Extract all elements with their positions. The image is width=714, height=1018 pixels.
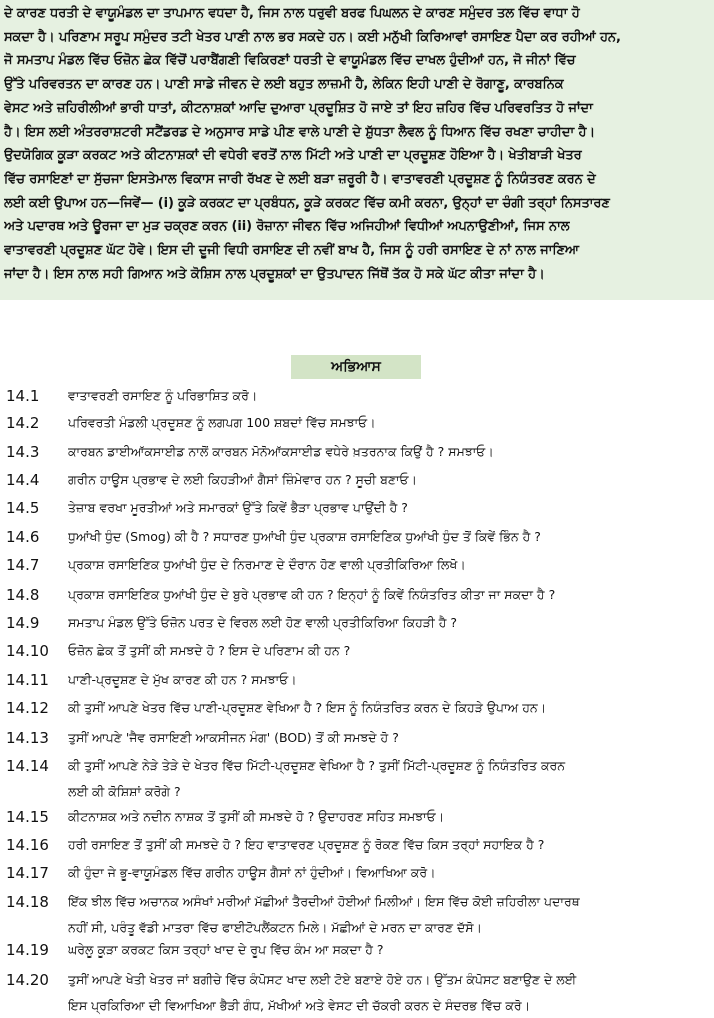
- exercise-text: ਧੁਆਂਖੀ ਧੁੰਦ (Smog) ਕੀ ਹੈ ? ਸਧਾਰਣ ਧੁਆਂਖੀ ਧੁੰਦ ਪ੍ਰਕਾਸ਼ ਰਸਾਇਣਿਕ ਧੁਆਂਖੀ ਧੁੰਦ ਤੋਂ ਕਿਵੇਂ ਭਿੰਨ ਹੈ ?: [68, 529, 541, 544]
- exercises-heading: ਅਭਿਆਸ: [291, 355, 421, 379]
- exercise-text: ਕਾਰਬਨ ਡਾਈਆੱਕਸਾਈਡ ਨਾਲੋਂ ਕਾਰਬਨ ਮੋਨੋਆੱਕਸਾਈਡ ਵਧੇਰੇ ਖ਼ਤਰਨਾਕ ਕਿਉਂ ਹੈ ? ਸਮਝਾਓ।: [68, 444, 494, 459]
- intro-line: ਦੇ ਕਾਰਣ ਧਰਤੀ ਦੇ ਵਾਯੂਮੰਡਲ ਦਾ ਤਾਪਮਾਨ ਵਧਦਾ ਹੈ, ਜਿਸ ਨਾਲ ਧਰੁਵੀ ਬਰਫ ਪਿਘਲਨ ਦੇ ਕਾਰਣ ਸਮੁੰਦਰ ਤਲ ਵਿੱਚ ਵਾਧਾ ਹੋ: [4, 6, 580, 21]
- exercise-text: ਤੁਸੀਂ ਆਪਣੇ ਖੇਤੀ ਖੇਤਰ ਜਾਂ ਬਗੀਚੇ ਵਿੱਚ ਕੰਪੋਸਟ ਖਾਦ ਲਈ ਟੋਏ ਬਣਾਏ ਹੋਏ ਹਨ। ਉੱਤਮ ਕੰਪੋਸਟ ਬਣਾਉਣ ਦੇ ਲਈ: [68, 972, 577, 987]
- intro-line: ਜਾਂਦਾ ਹੈ। ਇਸ ਨਾਲ ਸਹੀ ਗਿਆਨ ਅਤੇ ਕੋਸ਼ਿਸ ਨਾਲ ਪ੍ਰਦੂਸ਼ਕਾਂ ਦਾ ਉਤਪਾਦਨ ਜਿੱਥੋਂ ਤੱਕ ਹੋ ਸਕੇ ਘੱਟ ਕੀਤਾ ਜਾਂਦਾ ਹੈ।: [4, 266, 545, 282]
- exercise-number: 14.1: [6, 387, 40, 405]
- intro-line: ਜੋ ਸਮਤਾਪ ਮੰਡਲ ਵਿੱਚ ਓਜ਼ੋਨ ਛੇਕ ਵਿੱਚੋਂ ਪਰਾਬੈਂਗਣੀ ਵਿਕਿਰਣਾਂ ਧਰਤੀ ਦੇ ਵਾਯੂਮੰਡਲ ਵਿੱਚ ਦਾਖਲ ਹੁੰਦੀਆਂ ਹਨ, ਜੋ ਜੀਨਾਂ ਵਿੱਚ: [4, 53, 576, 69]
- exercise-number: 14.19: [6, 941, 49, 959]
- intro-line: ਸਕਦਾ ਹੈ। ਪਰਿਣਾਮ ਸਰੂਪ ਸਮੁੰਦਰ ਤਟੀ ਖੇਤਰ ਪਾਣੀ ਨਾਲ ਭਰ ਸਕਦੇ ਹਨ। ਕਈ ਮਨੁੱਖੀ ਕਿਰਿਆਵਾਂ ਰਸਾਇਣ ਪੈਦਾ ਕਰ ਰਹੀਆਂ ਹਨ,: [4, 29, 621, 45]
- exercise-number: 14.17: [6, 864, 49, 882]
- exercise-number: 14.16: [6, 836, 49, 854]
- exercise-number: 14.18: [6, 893, 49, 911]
- exercise-number: 14.6: [6, 528, 40, 546]
- exercise-number: 14.9: [6, 614, 40, 632]
- exercise-text: ਵਾਤਾਵਰਣੀ ਰਸਾਇਣ ਨੂੰ ਪਰਿਭਾਸ਼ਿਤ ਕਰੋ।: [68, 388, 258, 403]
- exercise-text: ਲਈ ਕੀ ਕੋਸ਼ਿਸ਼ਾਂ ਕਰੋਗੇ ?: [68, 784, 181, 799]
- intro-line: ਵਾਤਾਵਰਣੀ ਪ੍ਰਦੂਸ਼ਣ ਘੱਟ ਹੋਵੇ। ਇਸ ਦੀ ਦੂਜੀ ਵਿਧੀ ਰਸਾਇਣ ਦੀ ਨਵੀਂ ਬਾਖ ਹੈ, ਜਿਸ ਨੂੰ ਹਰੀ ਰਸਾਇਣ ਦੇ ਨਾਂ ਨਾਲ ਜਾਣਿਆ: [4, 243, 579, 259]
- intro-line: ਵਿੱਚ ਰਸਾਇਣਾਂ ਦਾ ਸੁੱਚਜਾ ਇਸਤੇਮਾਲ ਵਿਕਾਸ ਜਾਰੀ ਰੱਖਣ ਦੇ ਲਈ ਬੜਾ ਜ਼ਰੂਰੀ ਹੈ। ਵਾਤਾਵਰਣੀ ਪ੍ਰਦੂਸ਼ਣ ਨੂੰ ਨਿਯੰਤਰਣ ਕਰਨ ਦੇ: [4, 171, 596, 187]
- exercise-text: ਓਜ਼ੋਨ ਛੇਕ ਤੋਂ ਤੁਸੀਂ ਕੀ ਸਮਝਦੇ ਹੋ ? ਇਸ ਦੇ ਪਰਿਣਾਮ ਕੀ ਹਨ ?: [68, 643, 351, 658]
- exercise-text: ਸਮਤਾਪ ਮੰਡਲ ਉੱਤੇ ਓਜ਼ੋਨ ਪਰਤ ਦੇ ਵਿਰਲ ਲਈ ਹੋਣ ਵਾਲੀ ਪ੍ਰਤੀਕਿਰਿਆ ਕਿਹੜੀ ਹੈ ?: [68, 615, 457, 630]
- exercise-text: ਨਹੀਂ ਸੀ, ਪਰੰਤੂ ਵੱਡੀ ਮਾਤਰਾ ਵਿੱਚ ਫਾਈਟੋਪਲੈਂਕਟਨ ਮਿਲੇ। ਮੱਛੀਆਂ ਦੇ ਮਰਨ ਦਾ ਕਾਰਣ ਦੱਸੋ।: [68, 920, 482, 935]
- exercise-number: 14.5: [6, 499, 40, 517]
- exercise-text: ਪਰਿਵਰਤੀ ਮੰਡਲੀ ਪ੍ਰਦੂਸ਼ਣ ਨੂੰ ਲਗਪਗ 100 ਸ਼ਬਦਾਂ ਵਿੱਚ ਸਮਝਾਓ।: [68, 415, 376, 430]
- exercise-number: 14.3: [6, 443, 40, 461]
- exercise-number: 14.15: [6, 808, 49, 826]
- exercise-number: 14.14: [6, 757, 49, 775]
- exercise-text: ਕੀਟਨਾਸ਼ਕ ਅਤੇ ਨਦੀਨ ਨਾਸ਼ਕ ਤੋਂ ਤੁਸੀਂ ਕੀ ਸਮਝਦੇ ਹੋ ? ਉਦਾਹਰਣ ਸਹਿਤ ਸਮਝਾਓ।: [68, 809, 445, 824]
- intro-line: ਅਤੇ ਪਦਾਰਥ ਅਤੇ ਊਰਜਾ ਦਾ ਮੁੜ ਚਕ੍ਰਣ ਕਰਨ (ii) ਰੋਜ਼ਾਨਾ ਜੀਵਨ ਵਿੱਚ ਅਜਿਹੀਆਂ ਵਿਧੀਆਂ ਅਪਨਾਉਣੀਆਂ, ਜਿਸ ਨਾਲ: [4, 219, 570, 235]
- exercise-text: ਪ੍ਰਕਾਸ਼ ਰਸਾਇਣਿਕ ਧੁਆਂਖੀ ਧੁੰਦ ਦੇ ਨਿਰਮਾਣ ਦੇ ਦੌਰਾਨ ਹੋਣ ਵਾਲੀ ਪ੍ਰਤੀਕਿਰਿਆ ਲਿਖੋ।: [68, 557, 466, 572]
- intro-line: ਉੱਤੇ ਪਰਿਵਰਤਨ ਦਾ ਕਾਰਣ ਹਨ। ਪਾਣੀ ਸਾਡੇ ਜੀਵਨ ਦੇ ਲਈ ਬਹੁਤ ਲਾਜ਼ਮੀ ਹੈ, ਲੇਕਿਨ ਇਹੀ ਪਾਣੀ ਦੇ ਰੋਗਾਣੂ, ਕਾਰਬਨਿਕ: [4, 77, 564, 93]
- exercise-text: ਕੀ ਹੁੰਦਾ ਜੇ ਭੂ-ਵਾਯੂਮੰਡਲ ਵਿੱਚ ਗਰੀਨ ਹਾਊਸ ਗੈਸਾਂ ਨਾਂ ਹੁੰਦੀਆਂ। ਵਿਆਖਿਆ ਕਰੋ।: [68, 865, 436, 880]
- exercise-number: 14.13: [6, 729, 49, 747]
- exercise-number: 14.4: [6, 471, 40, 489]
- exercise-number: 14.7: [6, 556, 40, 574]
- exercise-text: ਤੁਸੀਂ ਆਪਣੇ 'ਜੈਵ ਰਸਾਇਣੀ ਆਕਸੀਜਨ ਮੰਗ' (BOD) ਤੋਂ ਕੀ ਸਮਝਦੇ ਹੋ ?: [68, 730, 399, 745]
- intro-line: ਉਦਯੋਗਿਕ ਕੂੜਾ ਕਰਕਟ ਅਤੇ ਕੀਟਨਾਸ਼ਕਾਂ ਦੀ ਵਧੇਰੀ ਵਰਤੋਂ ਨਾਲ ਮਿੱਟੀ ਅਤੇ ਪਾਣੀ ਦਾ ਪ੍ਰਦੂਸ਼ਣ ਹੋਇਆ ਹੈ। ਖੇਤੀਬਾੜੀ ਖੇਤਰ: [4, 148, 582, 164]
- exercise-number: 14.2: [6, 414, 40, 432]
- exercise-text: ਪਾਣੀ-ਪ੍ਰਦੂਸ਼ਣ ਦੇ ਮੁੱਖ ਕਾਰਣ ਕੀ ਹਨ ? ਸਮਝਾਓ।: [68, 672, 297, 687]
- exercise-text: ਪ੍ਰਕਾਸ਼ ਰਸਾਇਣਿਕ ਧੁਆਂਖੀ ਧੁੰਦ ਦੇ ਬੁਰੇ ਪ੍ਰਭਾਵ ਕੀ ਹਨ ? ਇਨ੍ਹਾਂ ਨੂੰ ਕਿਵੇਂ ਨਿਯੰਤਰਿਤ ਕੀਤਾ ਜਾ ਸਕਦਾ ਹੈ ?: [68, 587, 556, 602]
- exercise-number: 14.10: [6, 642, 49, 660]
- exercise-text: ਘਰੇਲੂ ਕੂੜਾ ਕਰਕਟ ਕਿਸ ਤਰ੍ਹਾਂ ਖਾਦ ਦੇ ਰੂਪ ਵਿੱਚ ਕੰਮ ਆ ਸਕਦਾ ਹੈ ?: [68, 942, 384, 957]
- exercise-number: 14.8: [6, 586, 40, 604]
- exercise-number: 14.20: [6, 971, 49, 989]
- exercise-text: ਗਰੀਨ ਹਾਊਸ ਪ੍ਰਭਾਵ ਦੇ ਲਈ ਕਿਹੜੀਆਂ ਗੈਸਾਂ ਜ਼ਿੰਮੇਵਾਰ ਹਨ ? ਸੂਚੀ ਬਣਾਓ।: [68, 472, 417, 487]
- exercise-text: ਇਸ ਪ੍ਰਕਿਰਿਆ ਦੀ ਵਿਆਖਿਆ ਭੈੜੀ ਗੰਧ, ਮੱਖੀਆਂ ਅਤੇ ਵੇਸਟ ਦੀ ਚੱਕਰੀ ਕਰਨ ਦੇ ਸੰਦਰਭ ਵਿੱਚ ਕਰੋ।: [68, 998, 531, 1013]
- intro-line: ਲਈ ਕਈ ਉਪਾਅ ਹਨ—ਜਿਵੇਂ— (i) ਕੂੜੇ ਕਰਕਟ ਦਾ ਪ੍ਰਬੰਧਨ, ਕੂੜੇ ਕਰਕਟ ਵਿੱਚ ਕਮੀ ਕਰਨਾ, ਉਨ੍ਹਾਂ ਦਾ ਚੰਗੀ ਤਰ੍ਹਾਂ ਨਿਸਤਾਰਣ: [4, 195, 610, 211]
- intro-line: ਵੇਸਟ ਅਤੇ ਜ਼ਹਿਰੀਲੀਆਂ ਭਾਰੀ ਧਾਤਾਂ, ਕੀਟਨਾਸ਼ਕਾਂ ਆਦਿ ਦੁਆਰਾ ਪ੍ਰਦੂਸ਼ਿਤ ਹੋ ਜਾਏ ਤਾਂ ਇਹ ਜ਼ਹਿਰ ਵਿੱਚ ਪਰਿਵਰਤਿਤ ਹੋ ਜਾਂਦਾ: [4, 100, 593, 116]
- exercise-text: ਕੀ ਤੁਸੀਂ ਆਪਣੇ ਨੇੜੇ ਤੇੜੇ ਦੇ ਖੇਤਰ ਵਿੱਚ ਮਿੱਟੀ-ਪ੍ਰਦੂਸ਼ਣ ਵੇਖਿਆ ਹੈ ? ਤੁਸੀਂ ਮਿੱਟੀ-ਪ੍ਰਦੂਸ਼ਣ ਨੂੰ ਨਿਯੰਤਰਿਤ ਕਰਨ: [68, 758, 566, 773]
- exercise-number: 14.12: [6, 699, 49, 717]
- exercise-number: 14.11: [6, 671, 49, 689]
- exercise-text: ਤੇਜ਼ਾਬ ਵਰਖਾ ਮੂਰਤੀਆਂ ਅਤੇ ਸਮਾਰਕਾਂ ਉੱਤੇ ਕਿਵੇਂ ਭੈੜਾ ਪ੍ਰਭਾਵ ਪਾਉਂਦੀ ਹੈ ?: [68, 500, 408, 515]
- exercise-text: ਇੱਕ ਝੀਲ ਵਿੱਚ ਅਚਾਨਕ ਅਸੰਖਾਂ ਮਰੀਆਂ ਮੱਛੀਆਂ ਤੈਰਦੀਆਂ ਹੋਈਆਂ ਮਿਲੀਆਂ। ਇਸ ਵਿੱਚ ਕੋਈ ਜ਼ਹਿਰੀਲਾ ਪਦਾਰਥ: [68, 894, 580, 909]
- intro-paragraph: [0, 0, 714, 300]
- intro-line: ਹੈ। ਇਸ ਲਈ ਅੰਤਰਰਾਸ਼ਟਰੀ ਸਟੈਂਡਰਡ ਦੇ ਅਨੁਸਾਰ ਸਾਡੇ ਪੀਣ ਵਾਲੇ ਪਾਣੀ ਦੇ ਸ਼ੁੱਧਤਾ ਲੈਵਲ ਨੂੰ ਧਿਆਨ ਵਿੱਚ ਰਖਣਾ ਚਾਹੀਦਾ ਹੈ।: [4, 124, 596, 140]
- exercise-text: ਕੀ ਤੁਸੀਂ ਆਪਣੇ ਖੇਤਰ ਵਿੱਚ ਪਾਣੀ-ਪ੍ਰਦੂਸ਼ਣ ਵੇਖਿਆ ਹੈ ? ਇਸ ਨੂੰ ਨਿਯੰਤਰਿਤ ਕਰਨ ਦੇ ਕਿਹੜੇ ਉਪਾਅ ਹਨ।: [68, 700, 547, 715]
- exercises-heading-wrap: [0, 355, 714, 381]
- exercise-text: ਹਰੀ ਰਸਾਇਣ ਤੋਂ ਤੁਸੀਂ ਕੀ ਸਮਝਦੇ ਹੋ ? ਇਹ ਵਾਤਾਵਰਣ ਪ੍ਰਦੂਸ਼ਣ ਨੂੰ ਰੋਕਣ ਵਿੱਚ ਕਿਸ ਤਰ੍ਹਾਂ ਸਹਾਇਕ ਹੈ ?: [68, 837, 545, 852]
